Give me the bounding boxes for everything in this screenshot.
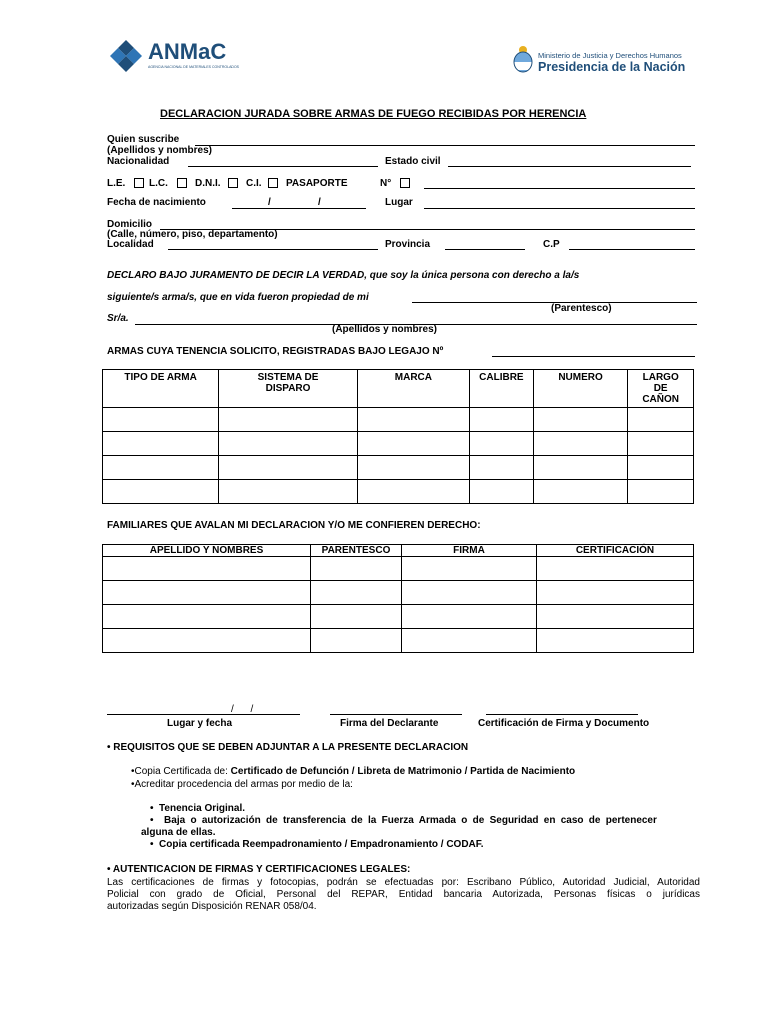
presidencia-line: Presidencia de la Nación [538,60,686,74]
lugar-line[interactable] [424,208,695,209]
domicilio-hint: (Calle, número, piso, departamento) [107,229,278,240]
col-parentesco: PARENTESCO [311,545,402,557]
ministerio-line: Ministerio de Justicia y Derechos Humanos [538,51,682,60]
certificacion-line[interactable] [486,714,638,715]
parentesco-hint: (Parentesco) [551,303,612,314]
estado-civil-label: Estado civil [385,156,441,167]
table-row [103,581,694,605]
copia-prefix: •Copia Certificada de: [131,766,231,777]
anmac-logo [108,38,258,74]
checkbox-lc[interactable] [177,178,187,188]
declaration-line-2: siguiente/s arma/s, que en vida fueron propiedad de mi [107,292,369,303]
sra-apellidos-hint: (Apellidos y nombres) [332,324,438,335]
requisito-item-2-cont: alguna de ellas. [141,827,216,838]
requisitos-acreditar: •Acreditar procedencia del armas por medio de la: [131,779,353,790]
table-row [103,408,694,432]
familiares-heading: FAMILIARES QUE AVALAN MI DECLARACION Y/O ME CONFIEREN DERECHO: [107,520,481,531]
armas-table [102,369,694,504]
armas-header-row [103,370,694,408]
localidad-line[interactable] [168,249,378,250]
estado-civil-line[interactable] [448,166,691,167]
autenticacion-line-1: Las certificaciones de firmas y fotocopias, podrán se efectuadas por: Escribano Público, Autoridad Judicial, Autoridad [107,877,700,888]
table-row [103,456,694,480]
declaration-line-1: DECLARO BAJO JURAMENTO DE DECIR LA VERDAD, que soy la única persona con derecho a la/s [107,270,580,281]
domicilio-label: Domicilio [107,219,153,230]
checkbox-dni[interactable] [228,178,238,188]
date-sep-2: / [318,197,321,208]
doc-type-ci: C.I. [246,178,262,189]
col-numero: NUMERO [533,370,628,408]
copia-documents: Certificado de Defunción / Libreta de Matrimonio / Partida de Nacimiento [230,766,576,777]
nacionalidad-label: Nacionalidad [107,156,170,167]
doc-type-le: L.E. [107,178,126,189]
provincia-line[interactable] [445,249,525,250]
doc-type-pasaporte: PASAPORTE [286,178,348,189]
anmac-diamond-logo-icon [108,38,144,74]
fecha-nacimiento-label: Fecha de nacimiento [107,197,206,208]
doc-type-dni: D.N.I. [195,178,221,189]
col-marca: MARCA [357,370,469,408]
table-row [103,432,694,456]
cp-line[interactable] [569,249,695,250]
fecha-nacimiento-line[interactable] [232,208,366,209]
table-row [103,480,694,504]
checkbox-ci[interactable] [268,178,278,188]
ministerio-logo [512,45,712,75]
date-sep-1: / [268,197,271,208]
requisitos-heading: • REQUISITOS QUE SE DEBEN ADJUNTAR A LA PRESENTE DECLARACION [107,742,469,753]
doc-type-lc: L.C. [149,178,168,189]
col-tipo-de-arma: TIPO DE ARMA [103,370,219,408]
armas-heading: ARMAS CUYA TENENCIA SOLICITO, REGISTRADAS BAJO LEGAJO Nº [107,346,444,357]
autenticacion-heading: • AUTENTICACION DE FIRMAS Y CERTIFICACIONES LEGALES: [107,864,411,875]
legajo-line[interactable] [492,356,695,357]
requisito-item-2: • Baja o autorización de transferencia de la Fuerza Armada o de Seguridad en caso de pertenecer [150,815,657,826]
cp-label: C.P [543,239,560,250]
document-title: DECLARACION JURADA SOBRE ARMAS DE FUEGO RECIBIDAS POR HERENCIA [160,108,587,120]
checkbox-le[interactable] [134,178,144,188]
autenticacion-line-2: Policial con grado de Oficial, Personal del REPAR, Entidad bancaria Autorizada, Personas físicas o jurídicas [107,889,700,900]
table-row [103,605,694,629]
familiares-table [102,544,694,653]
table-row [103,629,694,653]
certificacion-label: Certificación de Firma y Documento [478,718,650,729]
col-calibre: CALIBRE [469,370,533,408]
checkbox-numero[interactable] [400,178,410,188]
lugar-fecha-slashes: / / [231,704,254,715]
sra-label: Sr/a. [107,313,129,324]
requisito-item-3: • Copia certificada Reempadronamiento / Empadronamiento / CODAF. [150,839,484,850]
familiares-header-row [103,545,694,557]
col-apellido-y-nombres: APELLIDO Y NOMBRES [103,545,311,557]
lugar-fecha-label: Lugar y fecha [167,718,233,729]
quien-suscribe-label: Quien suscribe [107,134,180,145]
numero-line[interactable] [424,188,695,189]
col-sistema-de-disparo: SISTEMA DE DISPARO [219,370,358,408]
col-certificacion: CERTIFICACIÓN [537,545,694,557]
lugar-label: Lugar [385,197,413,208]
numero-label: N° [380,178,392,189]
autenticacion-line-3: autorizadas según Disposición RENAR 058/04. [107,901,317,912]
lugar-fecha-line[interactable] [107,714,300,715]
anmac-subtitle: AGENCIA NACIONAL DE MATERIALES CONTROLADOS [148,65,240,69]
requisito-item-1: • Tenencia Original. [150,803,246,814]
col-largo-de-canon: LARGO DE CAÑON [628,370,694,408]
firma-line[interactable] [330,714,462,715]
localidad-label: Localidad [107,239,154,250]
provincia-label: Provincia [385,239,431,250]
apellidos-hint: (Apellidos y nombres) [107,145,213,156]
nacionalidad-line[interactable] [188,166,378,167]
firma-label: Firma del Declarante [340,718,439,729]
table-row [103,557,694,581]
requisitos-copia [131,766,575,777]
col-firma: FIRMA [402,545,537,557]
quien-suscribe-line[interactable] [195,145,695,146]
argentina-coat-of-arms-icon [512,45,534,73]
anmac-name: ANMaC [148,39,227,64]
